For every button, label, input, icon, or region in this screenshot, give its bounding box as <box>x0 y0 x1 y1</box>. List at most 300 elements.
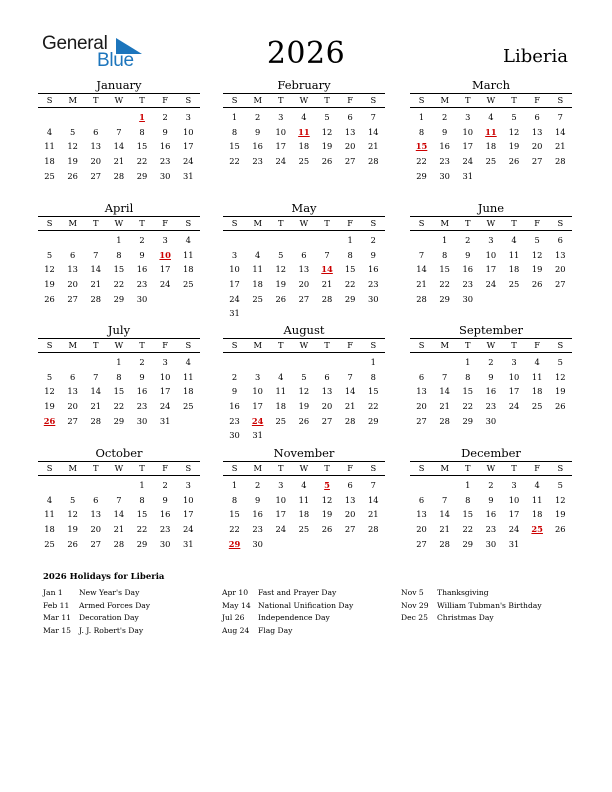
weekday-label: S <box>231 95 238 105</box>
holiday-day: 26 <box>43 415 56 426</box>
empty-day <box>269 355 292 370</box>
day-cell: 22 <box>462 401 474 412</box>
day-cell: 30 <box>462 293 474 304</box>
day-cell: 9 <box>139 371 145 382</box>
weekday-label: T <box>278 95 284 105</box>
week-row <box>410 277 572 292</box>
month-title: April <box>104 201 134 215</box>
empty-day <box>154 292 177 307</box>
day-cell: 15 <box>344 264 356 275</box>
holiday-day: 5 <box>324 480 330 490</box>
weekday-label: S <box>557 95 564 105</box>
week-row <box>223 292 385 307</box>
week-row <box>223 355 385 370</box>
weekday-label: S <box>370 463 377 473</box>
day-cell: 1 <box>116 235 122 245</box>
month-title: May <box>291 201 317 215</box>
calendar-year: 2026 <box>266 36 346 71</box>
day-cell: 21 <box>113 156 125 167</box>
week-row <box>223 110 385 125</box>
weekday-header <box>223 461 385 476</box>
month-title: February <box>277 78 331 92</box>
day-cell: 21 <box>555 141 566 152</box>
weekday-label: T <box>324 218 330 228</box>
weekday-label: F <box>347 463 354 473</box>
day-cell: 31 <box>229 308 240 319</box>
day-cell: 18 <box>508 264 520 275</box>
day-cell: 8 <box>116 249 122 260</box>
day-cell: 11 <box>183 371 194 382</box>
empty-day <box>292 428 315 443</box>
holiday-day: 1 <box>139 112 145 122</box>
day-cell: 9 <box>442 126 448 137</box>
day-cell: 16 <box>439 141 450 152</box>
empty-day <box>549 537 572 552</box>
day-cell: 18 <box>298 141 310 152</box>
empty-day <box>316 537 339 552</box>
empty-day <box>503 169 526 184</box>
weekday-label: T <box>278 340 284 350</box>
weekday-header <box>410 216 572 231</box>
month-july <box>38 324 200 428</box>
day-cell: 16 <box>485 386 497 397</box>
day-cell: 15 <box>439 264 450 275</box>
day-cell: 13 <box>555 249 566 260</box>
week-row <box>410 414 572 429</box>
logo-word-blue: Blue <box>97 50 134 71</box>
day-cell: 5 <box>557 357 563 367</box>
day-cell: 28 <box>113 170 125 181</box>
day-cell: 13 <box>67 264 78 275</box>
day-cell: 24 <box>183 156 194 167</box>
weekday-label: S <box>231 463 238 473</box>
empty-day <box>503 292 526 307</box>
day-cell: 23 <box>159 524 171 535</box>
day-cell: 23 <box>136 279 148 290</box>
month-january <box>38 79 200 183</box>
empty-day <box>246 306 269 321</box>
day-cell: 2 <box>488 480 494 490</box>
holiday-date: Dec 25 <box>401 613 428 623</box>
day-cell: 16 <box>252 509 263 520</box>
empty-day <box>84 233 107 248</box>
day-cell: 28 <box>439 415 450 426</box>
day-cell: 4 <box>185 235 191 245</box>
week-row <box>38 537 200 552</box>
day-cell: 13 <box>90 509 102 520</box>
holiday-item <box>43 600 150 613</box>
logo-word-general: General <box>42 33 108 54</box>
empty-day <box>246 355 269 370</box>
empty-day <box>526 414 549 429</box>
weekday-label: M <box>440 95 449 105</box>
day-cell: 12 <box>321 126 333 137</box>
day-cell: 28 <box>90 293 102 304</box>
day-cell: 17 <box>508 509 520 520</box>
day-cell: 23 <box>136 401 148 412</box>
week-row <box>223 493 385 508</box>
weekday-label: S <box>46 218 53 228</box>
week-row <box>410 399 572 414</box>
day-cell: 24 <box>159 279 171 290</box>
day-cell: 8 <box>116 371 122 382</box>
holiday-name: Thanksgiving <box>437 588 489 597</box>
weekday-label: F <box>162 463 169 473</box>
day-cell: 26 <box>321 156 333 167</box>
day-cell: 22 <box>344 279 356 290</box>
weekday-label: S <box>46 340 53 350</box>
empty-day <box>38 233 61 248</box>
day-cell: 19 <box>555 386 566 397</box>
day-cell: 29 <box>136 538 148 549</box>
weekday-label: F <box>162 340 169 350</box>
country-name: Liberia <box>503 46 568 67</box>
day-cell: 16 <box>229 401 240 412</box>
day-cell: 16 <box>252 141 263 152</box>
day-cell: 11 <box>298 494 310 505</box>
day-cell: 30 <box>136 415 148 426</box>
holiday-date: Mar 11 <box>43 613 72 623</box>
holiday-name: Independence Day <box>258 613 330 623</box>
empty-day <box>38 478 61 493</box>
day-cell: 4 <box>278 371 284 382</box>
day-cell: 17 <box>183 509 194 520</box>
day-cell: 10 <box>183 494 194 505</box>
empty-day <box>410 478 433 493</box>
holiday-day: 14 <box>321 264 333 275</box>
day-cell: 15 <box>136 141 148 152</box>
empty-day <box>339 537 362 552</box>
week-row <box>223 154 385 169</box>
holiday-item <box>222 612 353 625</box>
day-cell: 28 <box>321 293 333 304</box>
day-cell: 18 <box>44 156 55 167</box>
empty-day <box>84 110 107 125</box>
weekday-label: M <box>68 463 77 473</box>
day-cell: 3 <box>511 357 517 367</box>
day-cell: 24 <box>229 293 240 304</box>
day-cell: 15 <box>368 386 379 397</box>
empty-day <box>61 110 84 125</box>
holiday-day: 11 <box>298 126 310 137</box>
weekday-label: S <box>418 463 425 473</box>
holiday-item <box>401 600 542 613</box>
day-cell: 10 <box>229 264 240 275</box>
day-cell: 20 <box>555 264 566 275</box>
weekday-label: S <box>418 95 425 105</box>
week-row <box>223 507 385 522</box>
empty-day <box>479 169 502 184</box>
empty-day <box>316 233 339 248</box>
day-cell: 8 <box>370 371 376 382</box>
empty-day <box>107 110 130 125</box>
day-cell: 9 <box>162 494 168 505</box>
week-row <box>38 292 200 307</box>
empty-day <box>292 537 315 552</box>
weekday-label: W <box>299 463 309 473</box>
weekday-label: W <box>299 218 309 228</box>
weekday-label: S <box>370 218 377 228</box>
day-cell: 21 <box>368 141 379 152</box>
month-title: November <box>273 446 335 460</box>
day-cell: 2 <box>465 235 471 245</box>
day-cell: 7 <box>557 112 563 122</box>
day-cell: 22 <box>136 524 148 535</box>
holiday-item <box>222 587 353 600</box>
day-cell: 22 <box>113 279 125 290</box>
day-cell: 21 <box>344 401 356 412</box>
empty-day <box>479 292 502 307</box>
weekday-label: S <box>231 340 238 350</box>
day-cell: 13 <box>67 386 78 397</box>
empty-day <box>38 355 61 370</box>
holiday-item <box>43 587 150 600</box>
day-cell: 31 <box>252 430 263 441</box>
empty-day <box>362 428 385 443</box>
day-cell: 20 <box>298 279 310 290</box>
day-cell: 2 <box>162 112 168 122</box>
day-cell: 14 <box>439 386 450 397</box>
weekday-label: M <box>253 218 262 228</box>
day-cell: 16 <box>159 141 171 152</box>
empty-day <box>362 537 385 552</box>
day-cell: 12 <box>44 264 55 275</box>
month-title: June <box>477 201 505 215</box>
day-cell: 17 <box>252 401 263 412</box>
empty-day <box>246 233 269 248</box>
month-title: August <box>283 323 325 337</box>
weekday-label: M <box>68 340 77 350</box>
empty-day <box>84 355 107 370</box>
day-cell: 22 <box>113 401 125 412</box>
weekday-label: F <box>347 95 354 105</box>
weekday-label: T <box>139 463 145 473</box>
day-cell: 27 <box>90 170 102 181</box>
day-cell: 8 <box>231 126 238 137</box>
day-cell: 27 <box>298 293 310 304</box>
day-cell: 3 <box>162 235 168 245</box>
day-cell: 3 <box>465 112 471 122</box>
empty-day <box>433 355 456 370</box>
day-cell: 3 <box>185 112 191 122</box>
weekday-label: M <box>253 463 262 473</box>
day-cell: 2 <box>488 357 494 367</box>
weekday-label: T <box>324 340 330 350</box>
day-cell: 11 <box>44 509 55 520</box>
weekday-label: W <box>299 95 309 105</box>
month-title: October <box>95 446 143 460</box>
day-cell: 25 <box>531 401 543 412</box>
day-cell: 12 <box>275 264 287 275</box>
day-cell: 2 <box>442 112 448 122</box>
day-cell: 14 <box>416 264 427 275</box>
day-cell: 5 <box>511 112 517 122</box>
day-cell: 3 <box>255 371 261 382</box>
week-row <box>223 233 385 248</box>
weekday-label: W <box>486 463 496 473</box>
weekday-label: M <box>253 340 262 350</box>
weekday-label: T <box>93 463 99 473</box>
holiday-date: Apr 10 <box>222 588 249 597</box>
day-cell: 21 <box>439 524 450 535</box>
weekday-label: S <box>185 95 192 105</box>
weekday-label: M <box>68 95 77 105</box>
day-cell: 19 <box>321 141 333 152</box>
empty-day <box>292 306 315 321</box>
day-cell: 4 <box>301 112 307 122</box>
day-cell: 4 <box>185 357 191 367</box>
day-cell: 22 <box>439 279 450 290</box>
empty-day <box>526 292 549 307</box>
week-row <box>410 370 572 385</box>
week-row <box>38 493 200 508</box>
day-cell: 16 <box>136 264 148 275</box>
day-cell: 17 <box>508 386 520 397</box>
holiday-day: 29 <box>228 538 241 549</box>
weekday-label: T <box>465 218 471 228</box>
day-cell: 17 <box>159 264 171 275</box>
holiday-day: 25 <box>531 524 543 535</box>
day-cell: 10 <box>508 371 520 382</box>
day-cell: 13 <box>344 494 356 505</box>
day-cell: 10 <box>183 126 194 137</box>
day-cell: 24 <box>508 524 520 535</box>
day-cell: 21 <box>416 279 427 290</box>
day-cell: 16 <box>368 264 379 275</box>
weekday-header <box>38 216 200 231</box>
day-cell: 14 <box>344 386 356 397</box>
day-cell: 19 <box>531 264 543 275</box>
weekday-label: W <box>486 218 496 228</box>
day-cell: 6 <box>301 249 307 260</box>
day-cell: 25 <box>298 156 310 167</box>
day-cell: 13 <box>531 126 543 137</box>
day-cell: 4 <box>46 126 53 137</box>
holiday-item <box>401 612 542 625</box>
day-cell: 5 <box>278 249 284 260</box>
day-cell: 6 <box>534 112 540 122</box>
holiday-name: J. J. Robert's Day <box>79 626 144 636</box>
day-cell: 12 <box>555 371 566 382</box>
weekday-label: T <box>93 95 99 105</box>
day-cell: 4 <box>488 112 494 122</box>
week-row <box>223 277 385 292</box>
day-cell: 21 <box>368 509 379 520</box>
day-cell: 12 <box>67 141 78 152</box>
week-row <box>38 414 200 429</box>
day-cell: 20 <box>90 524 102 535</box>
week-row <box>223 139 385 154</box>
day-cell: 6 <box>347 480 353 490</box>
weekday-label: F <box>162 218 169 228</box>
day-cell: 23 <box>485 401 497 412</box>
day-cell: 17 <box>275 509 287 520</box>
month-title: December <box>461 446 521 460</box>
day-cell: 25 <box>275 415 287 426</box>
weekday-label: M <box>68 218 77 228</box>
holiday-item <box>43 625 150 638</box>
empty-day <box>269 306 292 321</box>
day-cell: 4 <box>534 480 540 490</box>
day-cell: 1 <box>347 235 353 245</box>
weekday-label: T <box>511 218 517 228</box>
day-cell: 9 <box>370 249 376 260</box>
week-row <box>410 522 572 537</box>
day-cell: 27 <box>416 538 427 549</box>
day-cell: 11 <box>275 386 287 397</box>
day-cell: 8 <box>465 494 471 505</box>
week-row <box>410 493 572 508</box>
empty-day <box>549 292 572 307</box>
weekday-label: T <box>93 340 99 350</box>
day-cell: 24 <box>159 401 171 412</box>
day-cell: 31 <box>183 538 194 549</box>
day-cell: 7 <box>418 249 425 260</box>
empty-day <box>61 355 84 370</box>
day-cell: 20 <box>344 141 356 152</box>
holiday-item <box>43 612 150 625</box>
day-cell: 10 <box>462 126 474 137</box>
day-cell: 16 <box>462 264 474 275</box>
weekday-label: T <box>139 340 145 350</box>
day-cell: 31 <box>183 170 194 181</box>
day-cell: 22 <box>229 156 240 167</box>
holiday-list-title: 2026 Holidays for Liberia <box>43 572 165 582</box>
holiday-day: 24 <box>251 415 264 426</box>
day-cell: 12 <box>67 509 78 520</box>
day-cell: 26 <box>44 293 55 304</box>
day-cell: 15 <box>229 509 240 520</box>
day-cell: 14 <box>113 509 125 520</box>
week-row <box>38 248 200 263</box>
holiday-date: May 14 <box>222 600 251 610</box>
week-row <box>38 277 200 292</box>
day-cell: 1 <box>231 112 238 122</box>
weekday-header <box>410 338 572 353</box>
day-cell: 20 <box>321 401 333 412</box>
day-cell: 30 <box>159 538 171 549</box>
day-cell: 3 <box>511 480 517 490</box>
day-cell: 17 <box>275 141 287 152</box>
holiday-item <box>401 587 542 600</box>
weekday-header <box>38 338 200 353</box>
day-cell: 14 <box>113 141 125 152</box>
day-cell: 16 <box>136 386 148 397</box>
day-cell: 12 <box>508 126 520 137</box>
weekday-label: T <box>511 463 517 473</box>
day-cell: 25 <box>252 293 263 304</box>
holiday-day: 11 <box>485 126 497 137</box>
week-row <box>38 399 200 414</box>
day-cell: 13 <box>416 509 427 520</box>
day-cell: 7 <box>116 494 122 505</box>
day-cell: 18 <box>531 509 543 520</box>
month-september <box>410 324 572 428</box>
month-title: January <box>96 78 142 92</box>
weekday-label: W <box>114 340 124 350</box>
weekday-label: F <box>347 340 354 350</box>
holiday-day: 10 <box>159 249 171 260</box>
day-cell: 22 <box>462 524 474 535</box>
month-february <box>223 79 385 169</box>
day-cell: 19 <box>67 156 78 167</box>
day-cell: 27 <box>67 293 78 304</box>
week-row <box>223 478 385 493</box>
week-row <box>38 262 200 277</box>
day-cell: 10 <box>275 126 287 137</box>
week-row <box>410 233 572 248</box>
day-cell: 6 <box>70 371 76 382</box>
